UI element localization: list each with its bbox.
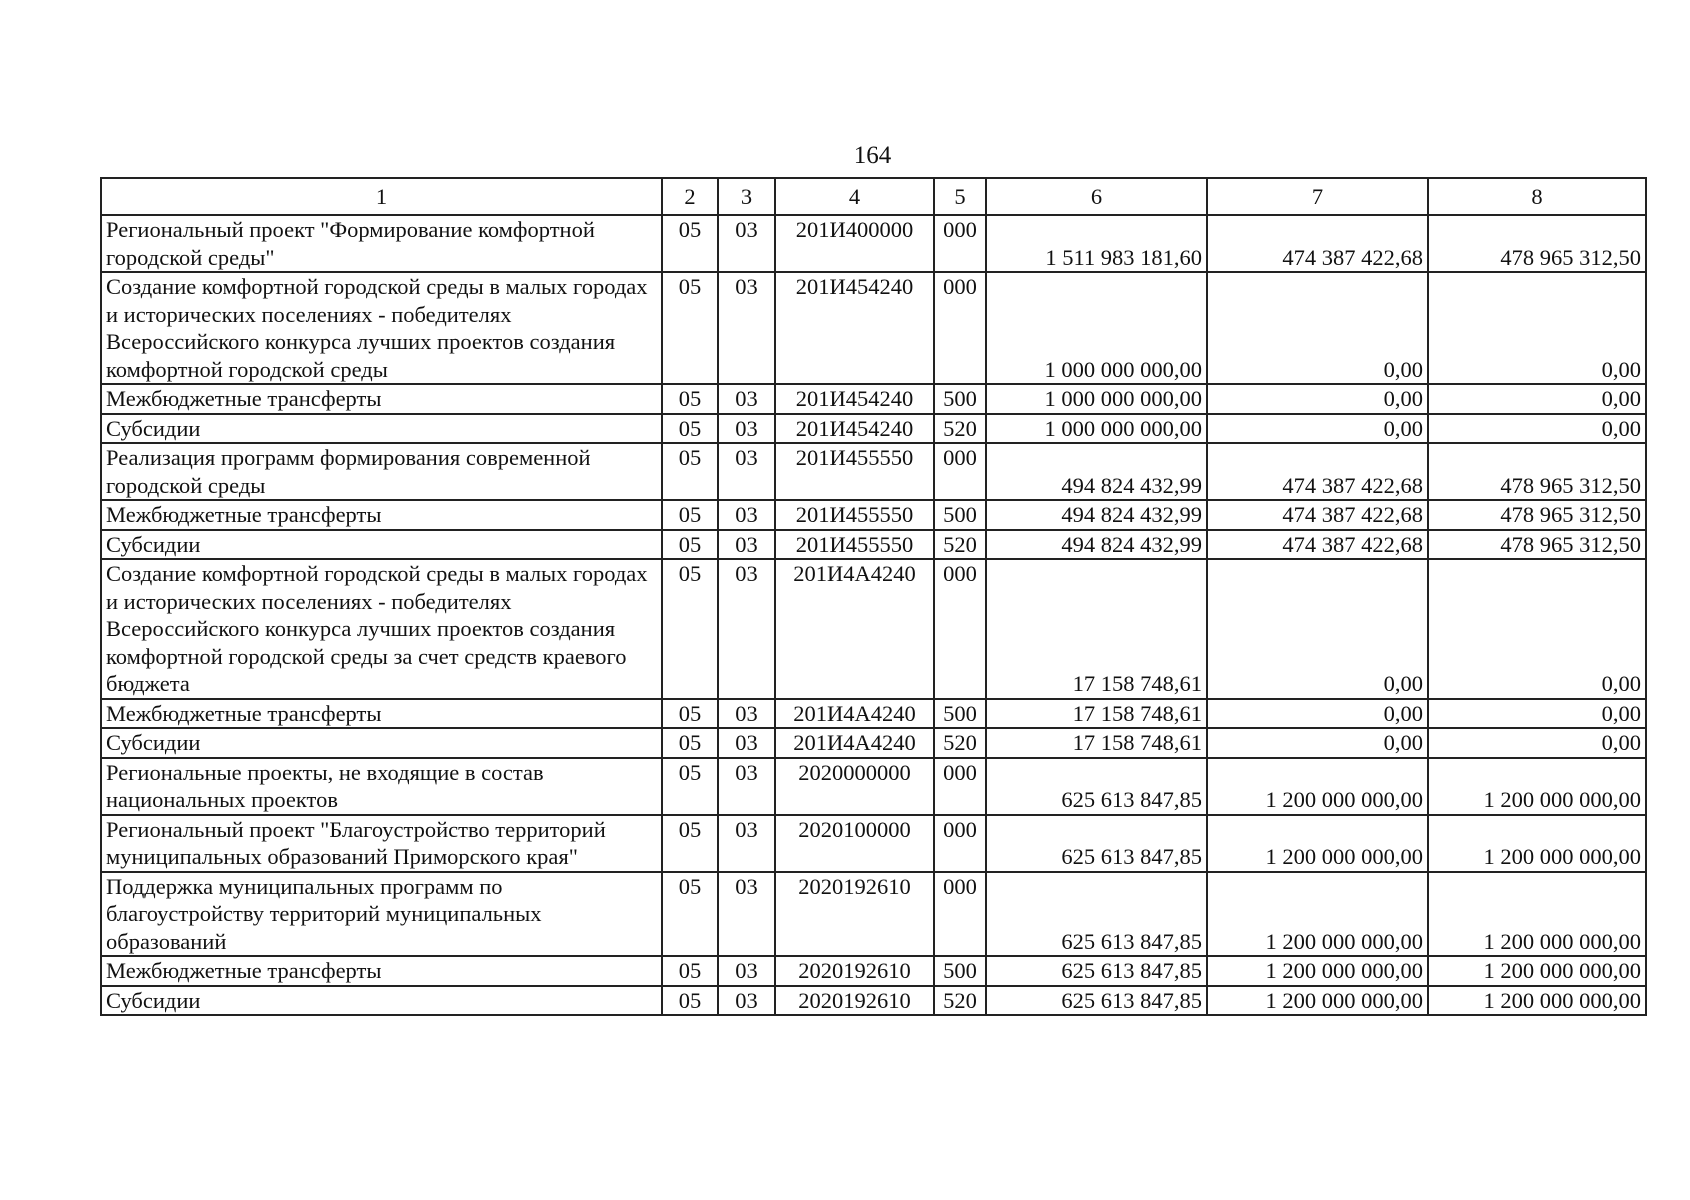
amount-col8: 1 200 000 000,00: [1428, 956, 1646, 986]
expense-type-code: 000: [934, 872, 986, 957]
expense-type-code: 500: [934, 956, 986, 986]
amount-col8: 1 200 000 000,00: [1428, 986, 1646, 1016]
row-name: Субсидии: [101, 986, 662, 1016]
section-code: 05: [662, 272, 718, 384]
section-code: 05: [662, 728, 718, 758]
amount-col7: 0,00: [1207, 272, 1428, 384]
amount-col8: 0,00: [1428, 559, 1646, 699]
amount-col7: 0,00: [1207, 728, 1428, 758]
amount-col6: 625 613 847,85: [986, 758, 1207, 815]
amount-col6: 1 000 000 000,00: [986, 272, 1207, 384]
amount-col8: 1 200 000 000,00: [1428, 815, 1646, 872]
amount-col8: 1 200 000 000,00: [1428, 872, 1646, 957]
amount-col7: 1 200 000 000,00: [1207, 815, 1428, 872]
amount-col8: 0,00: [1428, 272, 1646, 384]
row-name: Субсидии: [101, 414, 662, 444]
section-code: 05: [662, 530, 718, 560]
amount-col6: 1 511 983 181,60: [986, 215, 1207, 272]
target-article-code: 2020100000: [775, 815, 934, 872]
amount-col8: 478 965 312,50: [1428, 443, 1646, 500]
section-code: 05: [662, 215, 718, 272]
amount-col7: 474 387 422,68: [1207, 530, 1428, 560]
amount-col8: 478 965 312,50: [1428, 215, 1646, 272]
section-code: 05: [662, 872, 718, 957]
row-name: Региональный проект "Формирование комфортной городской среды": [101, 215, 662, 272]
expense-type-code: 520: [934, 986, 986, 1016]
amount-col6: 625 613 847,85: [986, 872, 1207, 957]
amount-col6: 625 613 847,85: [986, 815, 1207, 872]
amount-col7: 0,00: [1207, 384, 1428, 414]
row-name: Межбюджетные трансферты: [101, 956, 662, 986]
target-article-code: 201И4А4240: [775, 559, 934, 699]
expense-type-code: 520: [934, 728, 986, 758]
row-name: Создание комфортной городской среды в малых городах и исторических поселениях - победителях Всероссийского конкурса лучших проектов создания комфортной городской среды: [101, 272, 662, 384]
amount-col6: 1 000 000 000,00: [986, 414, 1207, 444]
amount-col6: 17 158 748,61: [986, 559, 1207, 699]
subsection-code: 03: [718, 500, 775, 530]
target-article-code: 2020192610: [775, 872, 934, 957]
column-header: 1: [101, 178, 662, 215]
table-row: [101, 500, 1646, 530]
table-row: [101, 815, 1646, 872]
table-row: [101, 384, 1646, 414]
column-header: 8: [1428, 178, 1646, 215]
subsection-code: 03: [718, 815, 775, 872]
amount-col6: 1 000 000 000,00: [986, 384, 1207, 414]
row-name: Субсидии: [101, 728, 662, 758]
amount-col8: 478 965 312,50: [1428, 500, 1646, 530]
target-article-code: 201И4А4240: [775, 728, 934, 758]
expense-type-code: 000: [934, 272, 986, 384]
section-code: 05: [662, 384, 718, 414]
row-name: Межбюджетные трансферты: [101, 500, 662, 530]
expense-type-code: 000: [934, 758, 986, 815]
amount-col7: 1 200 000 000,00: [1207, 758, 1428, 815]
subsection-code: 03: [718, 443, 775, 500]
section-code: 05: [662, 559, 718, 699]
section-code: 05: [662, 443, 718, 500]
target-article-code: 201И400000: [775, 215, 934, 272]
expense-type-code: 500: [934, 699, 986, 729]
subsection-code: 03: [718, 559, 775, 699]
subsection-code: 03: [718, 699, 775, 729]
amount-col8: 0,00: [1428, 384, 1646, 414]
target-article-code: 201И455550: [775, 530, 934, 560]
table-row: [101, 986, 1646, 1016]
column-header: 5: [934, 178, 986, 215]
row-name: Межбюджетные трансферты: [101, 699, 662, 729]
amount-col7: 1 200 000 000,00: [1207, 956, 1428, 986]
subsection-code: 03: [718, 986, 775, 1016]
target-article-code: 201И454240: [775, 384, 934, 414]
target-article-code: 201И454240: [775, 414, 934, 444]
table-row: [101, 872, 1646, 957]
expense-type-code: 500: [934, 384, 986, 414]
section-code: 05: [662, 414, 718, 444]
amount-col8: 0,00: [1428, 699, 1646, 729]
amount-col7: 1 200 000 000,00: [1207, 986, 1428, 1016]
amount-col8: 1 200 000 000,00: [1428, 758, 1646, 815]
amount-col6: 494 824 432,99: [986, 443, 1207, 500]
section-code: 05: [662, 956, 718, 986]
subsection-code: 03: [718, 384, 775, 414]
target-article-code: 2020000000: [775, 758, 934, 815]
table-row: [101, 215, 1646, 272]
expense-type-code: 000: [934, 215, 986, 272]
amount-col6: 494 824 432,99: [986, 530, 1207, 560]
row-name: Реализация программ формирования современной городской среды: [101, 443, 662, 500]
column-header: 2: [662, 178, 718, 215]
amount-col6: 17 158 748,61: [986, 699, 1207, 729]
amount-col7: 0,00: [1207, 699, 1428, 729]
amount-col7: 0,00: [1207, 414, 1428, 444]
amount-col6: 17 158 748,61: [986, 728, 1207, 758]
target-article-code: 2020192610: [775, 986, 934, 1016]
column-header: 7: [1207, 178, 1428, 215]
section-code: 05: [662, 758, 718, 815]
budget-table: [100, 177, 1647, 1016]
table-row: [101, 272, 1646, 384]
subsection-code: 03: [718, 414, 775, 444]
amount-col7: 474 387 422,68: [1207, 443, 1428, 500]
table-row: [101, 956, 1646, 986]
table-row: [101, 414, 1646, 444]
amount-col7: 474 387 422,68: [1207, 215, 1428, 272]
subsection-code: 03: [718, 872, 775, 957]
section-code: 05: [662, 986, 718, 1016]
expense-type-code: 000: [934, 559, 986, 699]
row-name: Региональный проект "Благоустройство территорий муниципальных образований Приморского края": [101, 815, 662, 872]
table-row: [101, 559, 1646, 699]
row-name: Создание комфортной городской среды в малых городах и исторических поселениях - победителях Всероссийского конкурса лучших проектов создания комфортной городской среды за счет средств краевого бюджета: [101, 559, 662, 699]
target-article-code: 201И4А4240: [775, 699, 934, 729]
row-name: Региональные проекты, не входящие в состав национальных проектов: [101, 758, 662, 815]
table-row: [101, 443, 1646, 500]
subsection-code: 03: [718, 758, 775, 815]
table-row: [101, 530, 1646, 560]
amount-col8: 0,00: [1428, 728, 1646, 758]
subsection-code: 03: [718, 728, 775, 758]
subsection-code: 03: [718, 215, 775, 272]
section-code: 05: [662, 500, 718, 530]
table-row: [101, 728, 1646, 758]
target-article-code: 2020192610: [775, 956, 934, 986]
row-name: Субсидии: [101, 530, 662, 560]
amount-col6: 625 613 847,85: [986, 956, 1207, 986]
expense-type-code: 000: [934, 815, 986, 872]
target-article-code: 201И455550: [775, 500, 934, 530]
page-number: 164: [853, 142, 892, 169]
column-header: 3: [718, 178, 775, 215]
subsection-code: 03: [718, 530, 775, 560]
amount-col7: 474 387 422,68: [1207, 500, 1428, 530]
table-row: [101, 758, 1646, 815]
amount-col8: 478 965 312,50: [1428, 530, 1646, 560]
table-row: [101, 699, 1646, 729]
expense-type-code: 520: [934, 530, 986, 560]
amount-col6: 494 824 432,99: [986, 500, 1207, 530]
column-header: 6: [986, 178, 1207, 215]
amount-col8: 0,00: [1428, 414, 1646, 444]
amount-col7: 1 200 000 000,00: [1207, 872, 1428, 957]
target-article-code: 201И454240: [775, 272, 934, 384]
column-number-header: [101, 178, 1646, 215]
expense-type-code: 000: [934, 443, 986, 500]
target-article-code: 201И455550: [775, 443, 934, 500]
amount-col7: 0,00: [1207, 559, 1428, 699]
row-name: Межбюджетные трансферты: [101, 384, 662, 414]
column-header: 4: [775, 178, 934, 215]
section-code: 05: [662, 699, 718, 729]
subsection-code: 03: [718, 956, 775, 986]
subsection-code: 03: [718, 272, 775, 384]
expense-type-code: 500: [934, 500, 986, 530]
amount-col6: 625 613 847,85: [986, 986, 1207, 1016]
row-name: Поддержка муниципальных программ по благоустройству территорий муниципальных образований: [101, 872, 662, 957]
expense-type-code: 520: [934, 414, 986, 444]
section-code: 05: [662, 815, 718, 872]
